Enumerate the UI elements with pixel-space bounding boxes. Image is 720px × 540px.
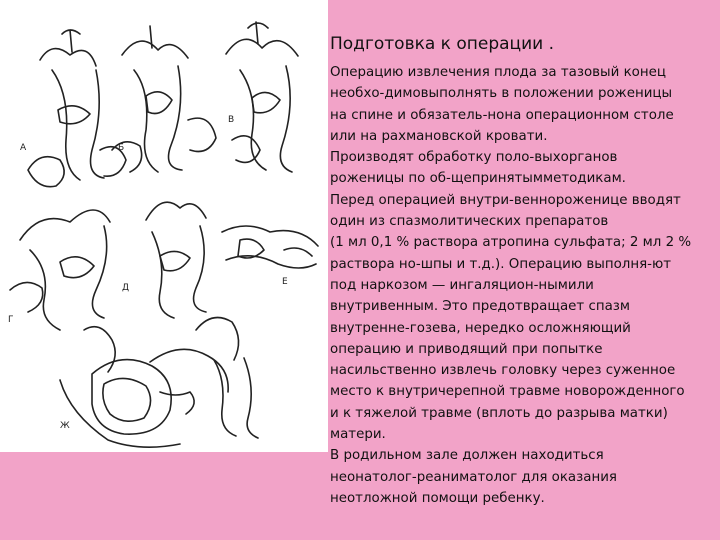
panel-e-drawing [146, 202, 206, 318]
body-line: раствора но-шпы и т.д.). Операцию выполня-ют [330, 256, 672, 272]
obstetric-illustration [0, 0, 328, 452]
panel-a-drawing [28, 30, 126, 187]
panel-label-a: А [20, 143, 27, 153]
panel-f-drawing [222, 226, 318, 268]
body-line: внутривенным. Это предотвращает спазм [330, 299, 631, 315]
panel-label-b: Б [118, 143, 125, 153]
body-line: (1 мл 0,1 % раствора атропина сульфата; 2 мл 2 % [330, 235, 692, 251]
body-line: матери. [330, 427, 386, 443]
body-line: один из спазмолитических препаратов [330, 214, 609, 230]
panel-d-drawing [10, 210, 110, 330]
body-line: под наркозом — ингаляцион-нымили [330, 277, 594, 293]
panel-label-d: Г [8, 315, 14, 325]
slide-body [330, 62, 716, 509]
body-line: необхо-димовыполнять в положении роженицы [330, 86, 673, 102]
panel-b-drawing [112, 26, 216, 172]
panel-c-drawing [226, 22, 298, 172]
body-line: Операцию извлечения плода за тазовый конец [330, 65, 666, 80]
body-line: Производят обработку поло-выхорганов [330, 150, 618, 166]
panel-label-f: Е [282, 277, 288, 287]
panel-label-c: В [228, 115, 235, 125]
body-line: насильственно извлечь головку через суженное [330, 363, 676, 379]
illustration-drawing [0, 0, 328, 452]
body-line: В родильном зале должен находиться [330, 448, 604, 464]
body-line: роженицы по об-щепринятымметодикам. [330, 171, 626, 187]
panel-label-e: Д [122, 283, 130, 293]
body-line: неонатолог-реаниматолог для оказания [330, 469, 617, 485]
body-line: Перед операцией внутри-веннороженице вводят [330, 192, 681, 208]
body-line: или на рахмановской кровати. [330, 128, 548, 144]
panel-g-drawing [60, 318, 258, 448]
panel-label-g: Ж [60, 421, 70, 431]
body-line: на спине и обязатель-нона операционном столе [330, 107, 674, 123]
body-line: место к внутричерепной травме новорожденного [330, 384, 685, 400]
body-line: операцию и приводящий при попытке [330, 341, 603, 357]
body-line: и к тяжелой травме (вплоть до разрыва матки) [330, 405, 668, 421]
slide-title: Подготовка к операции . [330, 34, 555, 54]
slide-text [330, 34, 716, 509]
body-line: внутренне-гозева, нередко осложняющий [330, 320, 631, 336]
body-line: неотложной помощи ребенку. [330, 490, 545, 506]
